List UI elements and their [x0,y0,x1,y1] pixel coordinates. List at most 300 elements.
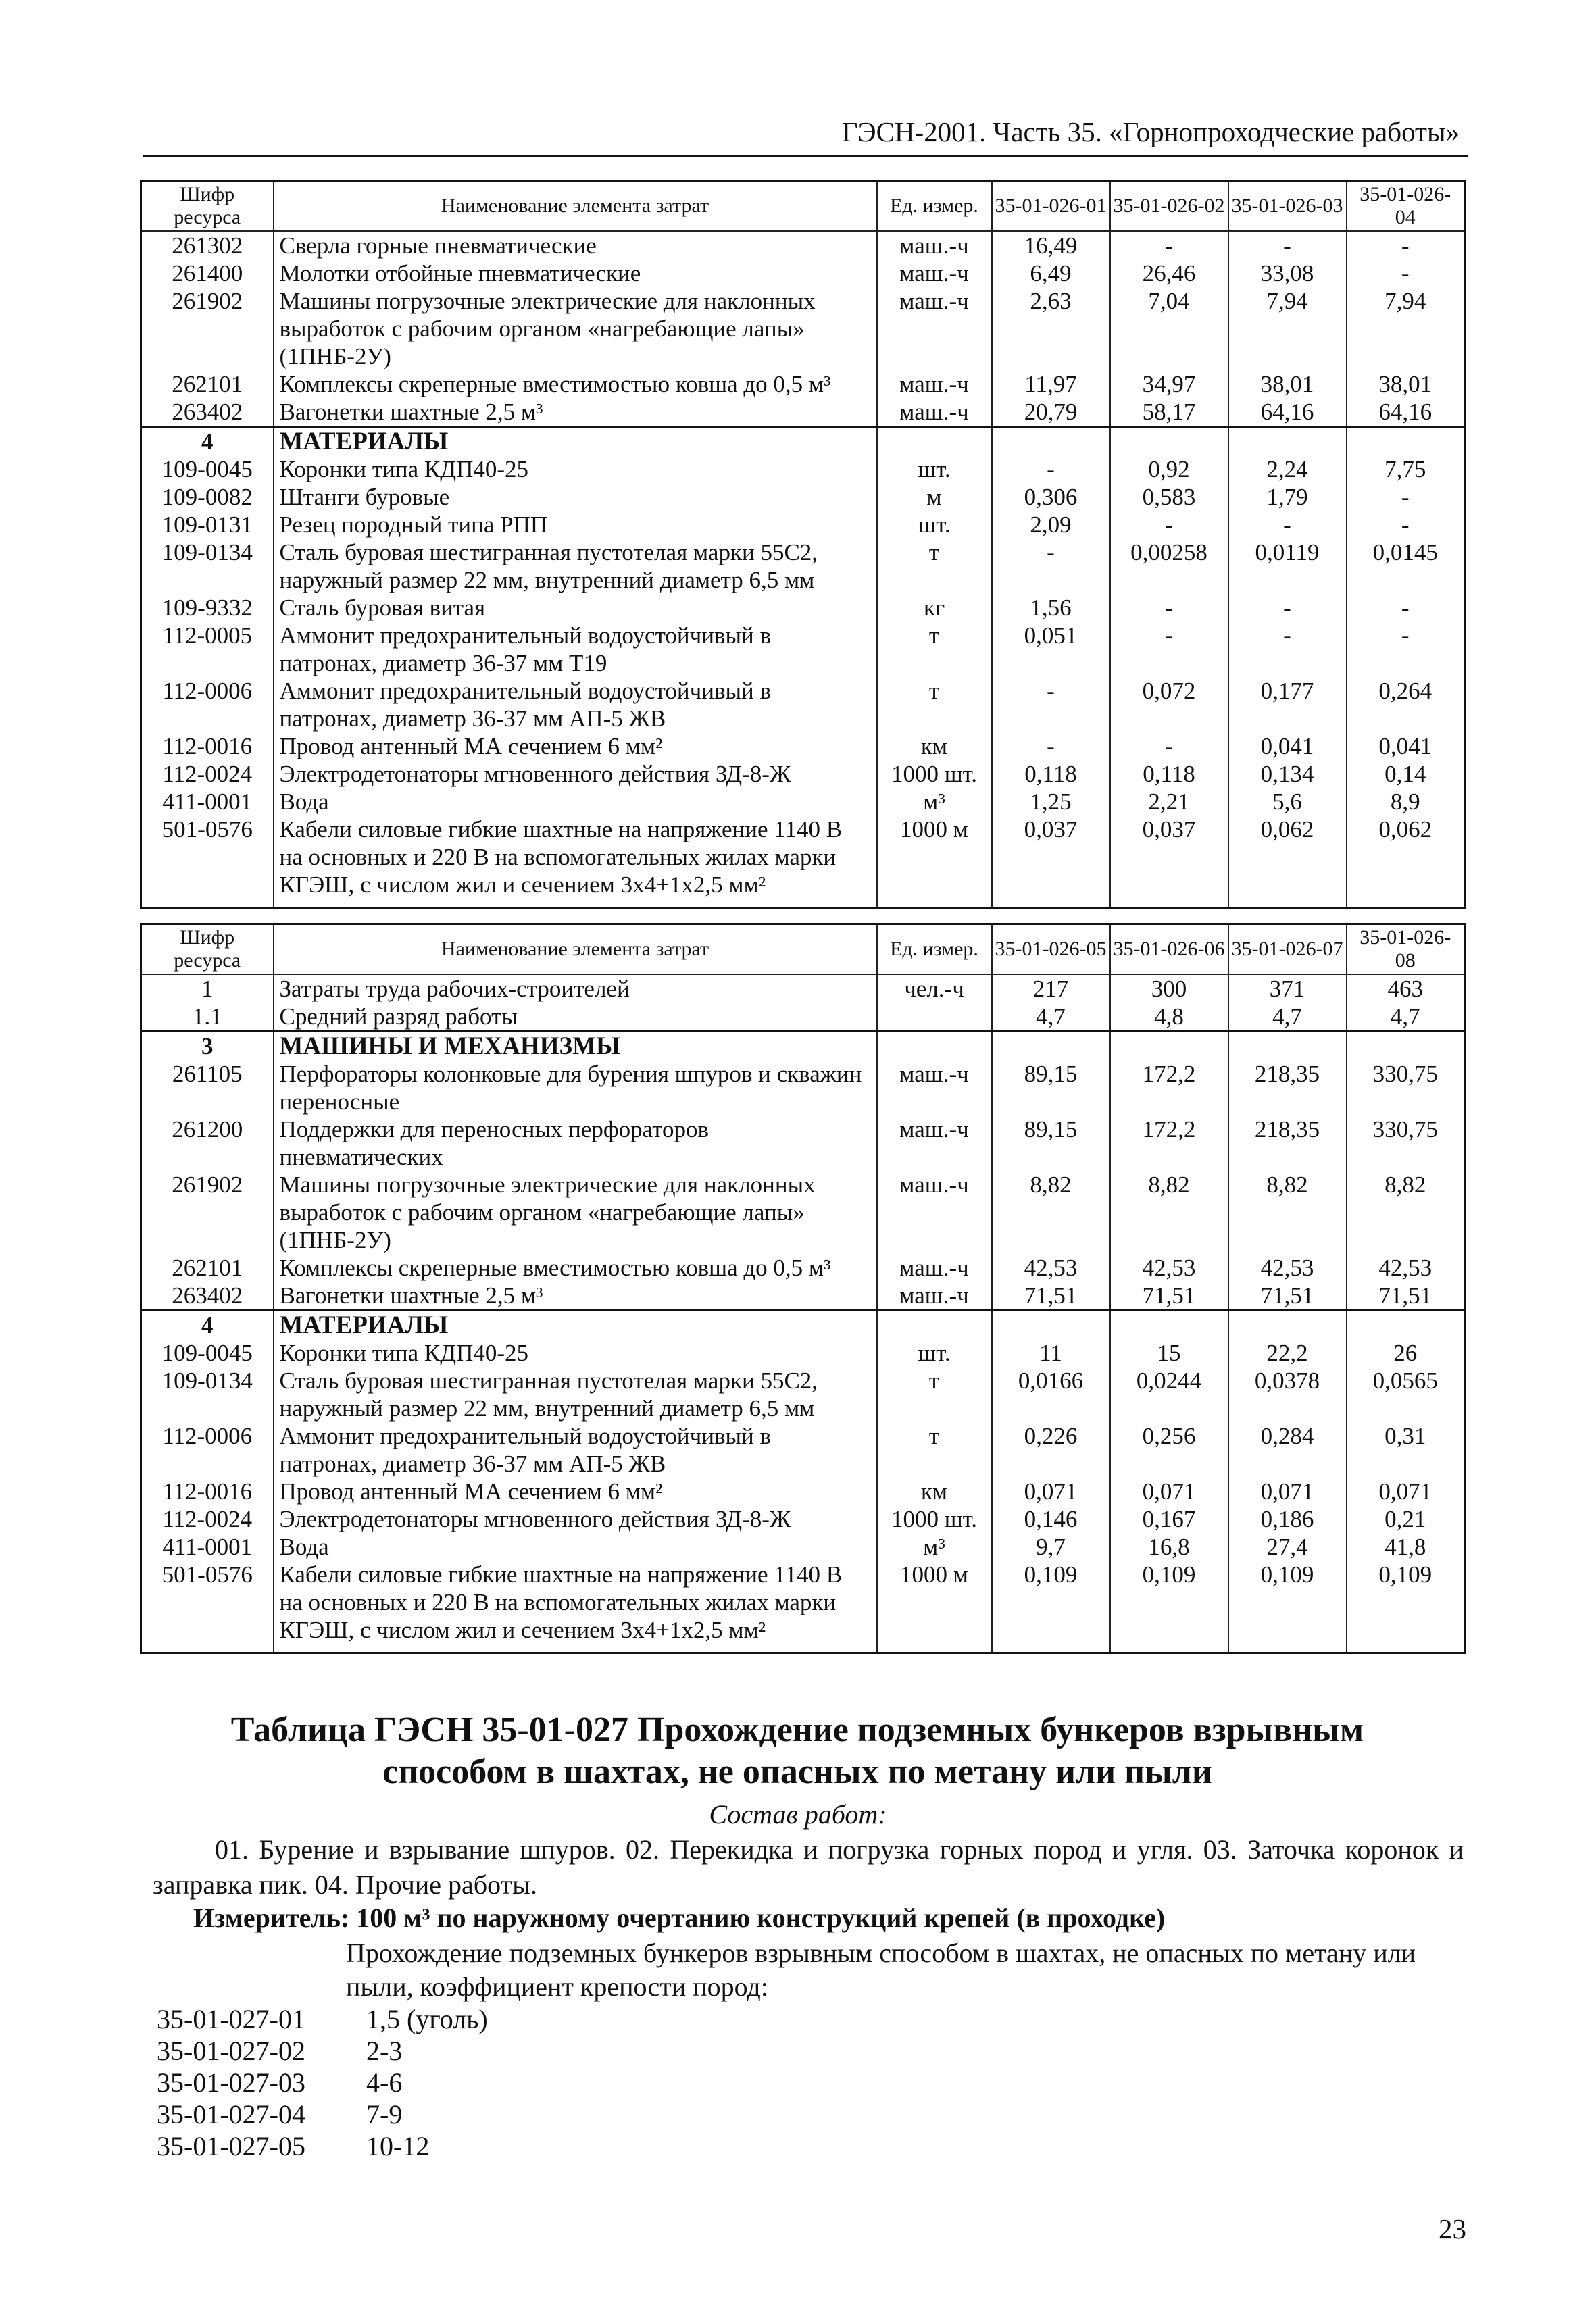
table-header-row [141,924,1465,975]
resource-code: 109-0045 [141,1339,274,1367]
variant-row [157,2098,488,2130]
cost-element-name: Поддержки для переносных перфораторов пневматических [274,1115,877,1171]
cost-element-name: Сталь буровая шестигранная пустотелая марки 55С2, наружный размер 22 мм, внутренний диаметр 6,5 мм [274,538,877,594]
variants-list [157,2003,488,2162]
table-row [141,287,1465,370]
norm-value [1347,1311,1465,1340]
resource-code: 261302 [141,231,274,259]
resource-code: 112-0006 [141,677,274,732]
unit: маш.-ч [877,1282,992,1311]
norm-value: 0,146 [992,1505,1110,1533]
norm-value: - [992,538,1110,594]
unit: шт. [877,511,992,538]
cost-element-name: Вода [274,788,877,815]
norm-value: 0,92 [1110,455,1228,483]
norm-value: 16,49 [992,231,1110,259]
table-end-row [141,899,1465,908]
unit: км [877,732,992,760]
resource-code: 112-0024 [141,760,274,788]
norm-value: 0,071 [992,1478,1110,1505]
unit: м [877,483,992,511]
resource-code: 112-0005 [141,622,274,677]
norm-value: - [1110,594,1228,622]
table-row [141,1339,1465,1367]
table-row [141,622,1465,677]
norm-value: 38,01 [1228,370,1347,398]
norm-value: 0,134 [1228,760,1347,788]
variant-row [157,2003,488,2035]
unit: т [877,677,992,732]
table-row [141,398,1465,427]
table-row [141,1561,1465,1644]
norm-value: - [1347,483,1465,511]
norm-value: 172,2 [1110,1060,1228,1115]
cost-element-name: Коронки типа КДП40-25 [274,455,877,483]
norm-value: 4,7 [992,1003,1110,1032]
table-row [141,594,1465,622]
norm-value: - [1347,259,1465,287]
table-row [141,788,1465,815]
variant-value: 10-12 [366,2131,430,2161]
table-row [141,1115,1465,1171]
norm-value [1110,1311,1228,1340]
unit: маш.-ч [877,287,992,370]
norm-value: 8,9 [1347,788,1465,815]
resource-code: 261105 [141,1060,274,1115]
unit: маш.-ч [877,1115,992,1171]
norm-value: 6,49 [992,259,1110,287]
cost-element-name: Перфораторы колонковые для бурения шпуров и скважин переносные [274,1060,877,1115]
norm-value [1347,1032,1465,1061]
norm-value: 20,79 [992,398,1110,427]
norm-value: 0,072 [1110,677,1228,732]
norm-value: 2,24 [1228,455,1347,483]
norm-value: 38,01 [1347,370,1465,398]
norm-value [1228,1311,1347,1340]
norm-value: 1,56 [992,594,1110,622]
section-row [141,427,1465,456]
cost-element-name: Вода [274,1533,877,1561]
norm-value: 89,15 [992,1060,1110,1115]
resource-code: 501-0576 [141,1561,274,1644]
measure-text: 100 м³ по наружному очертанию конструкций крепей (в проходке) [356,1903,1166,1933]
cost-element-name: Молотки отбойные пневматические [274,259,877,287]
resource-code: 109-0131 [141,511,274,538]
norm-value: 4,8 [1110,1003,1228,1032]
norm-value: 0,14 [1347,760,1465,788]
cost-element-name: МАТЕРИАЛЫ [274,1311,877,1340]
cost-element-name: Машины погрузочные электрические для наклонных выработок с рабочим органом «нагребающие лапы» (1ПНБ-2У) [274,287,877,370]
table-row [141,1422,1465,1478]
unit [877,427,992,456]
resource-code: 4 [141,1311,274,1340]
header-column: 35-01-026-05 [992,924,1110,975]
norm-value: 0,226 [992,1422,1110,1478]
header-name: Наименование элемента затрат [274,924,877,975]
norm-value: 0,071 [1347,1478,1465,1505]
norm-value: 0,0145 [1347,538,1465,594]
variant-code: 35-01-027-02 [157,2036,305,2066]
table-title: Таблица ГЭСН 35-01-027 Прохождение подземных бункеров взрывным способом в шахтах, не опасных по метану или пыли [230,1711,1364,1791]
norm-value: 71,51 [1228,1282,1347,1311]
norm-value: 1,79 [1228,483,1347,511]
resource-code: 1.1 [141,1003,274,1032]
header-rule [143,155,1468,157]
works-list: 01. Бурение и взрывание шпуров. 02. Перекидка и погрузка горных пород и угля. 03. Заточка коронок и заправка пик. 04. Прочие работы. [153,1834,1464,1900]
resource-code: 109-0134 [141,1367,274,1422]
unit: т [877,1422,992,1478]
table-row [141,760,1465,788]
norm-value: 0,0565 [1347,1367,1465,1422]
running-header: ГЭСН-2001. Часть 35. «Горнопроходческие работы» [841,116,1460,147]
unit: маш.-ч [877,398,992,427]
norm-value: - [992,732,1110,760]
resource-code: 263402 [141,398,274,427]
table-end-row [141,1644,1465,1653]
norm-value: 330,75 [1347,1060,1465,1115]
unit: маш.-ч [877,1254,992,1282]
cost-element-name: Сталь буровая витая [274,594,877,622]
norm-value: 0,186 [1228,1505,1347,1533]
measure-label: Измеритель: [193,1903,350,1933]
variant-value: 4-6 [366,2067,403,2098]
norm-value: 8,82 [1110,1171,1228,1254]
cost-element-name: МАШИНЫ И МЕХАНИЗМЫ [274,1032,877,1061]
cost-element-name: Аммонит предохранительный водоустойчивый в патронах, диаметр 36-37 мм АП-5 ЖВ [274,677,877,732]
table-row [141,231,1465,259]
norm-value: 0,062 [1228,815,1347,899]
variants-description: Прохождение подземных бункеров взрывным способом в шахтах, не опасных по метану или пыли, коэффициент крепости пород: [346,1938,1416,2002]
norm-value: 8,82 [992,1171,1110,1254]
resource-code: 263402 [141,1282,274,1311]
norm-value: - [1228,231,1347,259]
cost-element-name: Вагонетки шахтные 2,5 м³ [274,1282,877,1311]
header-column: 35-01-026-02 [1110,181,1228,232]
norm-value: 11 [992,1339,1110,1367]
variant-value: 1,5 (уголь) [366,2004,488,2034]
header-column: 35-01-026-06 [1110,924,1228,975]
norm-value: 0,0119 [1228,538,1347,594]
unit: маш.-ч [877,1060,992,1115]
cost-element-name: Комплексы скреперные вместимостью ковша до 0,5 м³ [274,370,877,398]
norm-value: 0,041 [1347,732,1465,760]
norm-value: 4,7 [1228,1003,1347,1032]
header-column: 35-01-026-01 [992,181,1110,232]
norm-value [992,427,1110,456]
norm-value: 0,21 [1347,1505,1465,1533]
norm-value: 42,53 [1228,1254,1347,1282]
header-unit: Ед. измер. [877,181,992,232]
table-row [141,1478,1465,1505]
table-header-row [141,181,1465,232]
section-row [141,1032,1465,1061]
norm-value: 218,35 [1228,1060,1347,1115]
cost-element-name: Машины погрузочные электрические для наклонных выработок с рабочим органом «нагребающие лапы» (1ПНБ-2У) [274,1171,877,1254]
norm-value: 64,16 [1228,398,1347,427]
norm-value: - [1347,231,1465,259]
norms-table-1 [140,180,1466,909]
unit [877,1032,992,1061]
norm-value: 0,037 [992,815,1110,899]
norm-value: 0,109 [1110,1561,1228,1644]
cost-element-name: Резец породный типа РПП [274,511,877,538]
norm-value: 26,46 [1110,259,1228,287]
norm-value: 0,041 [1228,732,1347,760]
resource-code: 261902 [141,1171,274,1254]
norm-value: - [1110,231,1228,259]
unit: кг [877,594,992,622]
section-row [141,1311,1465,1340]
norm-value: - [1228,622,1347,677]
norm-value: 71,51 [992,1282,1110,1311]
norm-value: - [1347,594,1465,622]
variant-row [157,2130,488,2162]
cost-element-name: МАТЕРИАЛЫ [274,427,877,456]
header-column: 35-01-026-03 [1228,181,1347,232]
resource-code: 261400 [141,259,274,287]
resource-code: 262101 [141,370,274,398]
norm-value: 2,21 [1110,788,1228,815]
norm-value: 1,25 [992,788,1110,815]
norm-value: - [1110,511,1228,538]
variant-row [157,2035,488,2067]
resource-code: 109-0045 [141,455,274,483]
header-column: 35-01-026-04 [1347,181,1465,232]
table-row [141,1533,1465,1561]
norm-value: - [1347,511,1465,538]
header-column: 35-01-026-07 [1228,924,1347,975]
table-row [141,370,1465,398]
unit: маш.-ч [877,259,992,287]
norm-value: - [1228,594,1347,622]
norm-value: 463 [1347,974,1465,1003]
unit: т [877,622,992,677]
variant-value: 7-9 [366,2099,403,2130]
unit [877,1003,992,1032]
norm-value: 0,109 [992,1561,1110,1644]
norm-value: 0,177 [1228,677,1347,732]
norm-value: - [992,677,1110,732]
norm-value: 0,31 [1347,1422,1465,1478]
norm-value: 0,0244 [1110,1367,1228,1422]
norm-value: 8,82 [1347,1171,1465,1254]
norm-value: - [992,455,1110,483]
resource-code: 262101 [141,1254,274,1282]
unit: шт. [877,1339,992,1367]
norm-value: 2,09 [992,511,1110,538]
cost-element-name: Комплексы скреперные вместимостью ковша до 0,5 м³ [274,1254,877,1282]
table-row [141,1367,1465,1422]
cost-element-name: Сверла горные пневматические [274,231,877,259]
norm-value: 7,94 [1228,287,1347,370]
norm-value: 58,17 [1110,398,1228,427]
norm-value [1228,427,1347,456]
norm-value: 0,109 [1347,1561,1465,1644]
resource-code: 112-0016 [141,1478,274,1505]
norm-value: 0,071 [1110,1478,1228,1505]
header-code: Шифр ресурса [141,181,274,232]
unit: 1000 м [877,1561,992,1644]
resource-code: 3 [141,1032,274,1061]
resource-code: 109-0082 [141,483,274,511]
unit: км [877,1478,992,1505]
cost-element-name: Затраты труда рабочих-строителей [274,974,877,1003]
norm-value: 330,75 [1347,1115,1465,1171]
table-row [141,511,1465,538]
norm-value: 218,35 [1228,1115,1347,1171]
norm-value: 89,15 [992,1115,1110,1171]
norm-value: 34,97 [1110,370,1228,398]
norm-value: 0,583 [1110,483,1228,511]
resource-code: 501-0576 [141,815,274,899]
norm-value: 5,6 [1228,788,1347,815]
table-row [141,732,1465,760]
resource-code: 4 [141,427,274,456]
norm-value: 9,7 [992,1533,1110,1561]
cost-element-name: Аммонит предохранительный водоустойчивый в патронах, диаметр 36-37 мм Т19 [274,622,877,677]
norm-value: 41,8 [1347,1533,1465,1561]
norm-value: 0,062 [1347,815,1465,899]
resource-code: 1 [141,974,274,1003]
table-row [141,1282,1465,1311]
resource-code: 112-0016 [141,732,274,760]
resource-code: 411-0001 [141,788,274,815]
unit: м³ [877,1533,992,1561]
table-row [141,1254,1465,1282]
cost-element-name: Кабели силовые гибкие шахтные на напряжение 1140 В на основных и 220 В на вспомогательных жилах марки КГЭШ, с числом жил и сечением 3х4+1х2,5 мм² [274,815,877,899]
norm-value: 71,51 [1110,1282,1228,1311]
header-code: Шифр ресурса [141,924,274,975]
resource-code: 112-0024 [141,1505,274,1533]
norm-value: 22,2 [1228,1339,1347,1367]
table-row [141,483,1465,511]
composition-heading: Состав работ: [709,1799,887,1830]
variant-value: 2-3 [366,2036,403,2066]
header-name: Наименование элемента затрат [274,181,877,232]
cost-element-name: Сталь буровая шестигранная пустотелая марки 55С2, наружный размер 22 мм, внутренний диаметр 6,5 мм [274,1367,877,1422]
table-row [141,1060,1465,1115]
norm-value: 71,51 [1347,1282,1465,1311]
header-unit: Ед. измер. [877,924,992,975]
unit: чел.-ч [877,974,992,1003]
norm-value: 0,0378 [1228,1367,1347,1422]
unit: 1000 м [877,815,992,899]
cost-element-name: Средний разряд работы [274,1003,877,1032]
norm-value: 0,118 [992,760,1110,788]
norm-value: 0,0166 [992,1367,1110,1422]
norm-value: 0,037 [1110,815,1228,899]
norm-value: 0,118 [1110,760,1228,788]
table-row [141,677,1465,732]
norm-value: 64,16 [1347,398,1465,427]
table-row [141,1505,1465,1533]
norm-value: 2,63 [992,287,1110,370]
header-column: 35-01-026-08 [1347,924,1465,975]
norm-value: 33,08 [1228,259,1347,287]
resource-code: 411-0001 [141,1533,274,1561]
table-row [141,1003,1465,1032]
cost-element-name: Электродетонаторы мгновенного действия ЗД-8-Ж [274,760,877,788]
variant-code: 35-01-027-01 [157,2004,305,2034]
table-row [141,538,1465,594]
norm-value: 300 [1110,974,1228,1003]
unit: т [877,1367,992,1422]
norm-value: 217 [992,974,1110,1003]
norm-value: 7,94 [1347,287,1465,370]
resource-code: 261200 [141,1115,274,1171]
norm-value: 0,256 [1110,1422,1228,1478]
unit: маш.-ч [877,231,992,259]
variant-code: 35-01-027-05 [157,2131,305,2161]
norm-value: 16,8 [1110,1533,1228,1561]
table-row [141,974,1465,1003]
norm-value: 0,00258 [1110,538,1228,594]
cost-element-name: Аммонит предохранительный водоустойчивый в патронах, диаметр 36-37 мм АП-5 ЖВ [274,1422,877,1478]
cost-element-name: Электродетонаторы мгновенного действия ЗД-8-Ж [274,1505,877,1533]
norm-value: - [1347,622,1465,677]
unit: 1000 шт. [877,760,992,788]
norm-value: 0,306 [992,483,1110,511]
norm-value: 371 [1228,974,1347,1003]
norm-value [992,1032,1110,1061]
norm-value: 7,04 [1110,287,1228,370]
norm-value: 26 [1347,1339,1465,1367]
unit: т [877,538,992,594]
norm-value: - [1110,732,1228,760]
norm-value: 0,051 [992,622,1110,677]
norms-table-2 [140,923,1466,1654]
norm-value: 0,264 [1347,677,1465,732]
unit: маш.-ч [877,370,992,398]
unit: 1000 шт. [877,1505,992,1533]
norm-value: - [1110,622,1228,677]
measure-line [193,1901,1464,1935]
norm-value: 42,53 [1110,1254,1228,1282]
cost-element-name: Штанги буровые [274,483,877,511]
variant-code: 35-01-027-04 [157,2099,305,2130]
cost-element-name: Коронки типа КДП40-25 [274,1339,877,1367]
cost-element-name: Провод антенный МА сечением 6 мм² [274,732,877,760]
cost-element-name: Вагонетки шахтные 2,5 м³ [274,398,877,427]
norm-value: 0,071 [1228,1478,1347,1505]
cost-element-name: Кабели силовые гибкие шахтные на напряжение 1140 В на основных и 220 В на вспомогательных жилах марки КГЭШ, с числом жил и сечением 3х4+1х2,5 мм² [274,1561,877,1644]
norm-value: 27,4 [1228,1533,1347,1561]
resource-code: 261902 [141,287,274,370]
norm-value: 42,53 [992,1254,1110,1282]
unit [877,1311,992,1340]
norm-value [1110,1032,1228,1061]
table-row [141,1171,1465,1254]
norm-value: 4,7 [1347,1003,1465,1032]
variant-code: 35-01-027-03 [157,2067,305,2098]
norm-value [1347,427,1465,456]
norm-value: 172,2 [1110,1115,1228,1171]
norm-value [1110,427,1228,456]
norm-value [992,1311,1110,1340]
norm-value: 42,53 [1347,1254,1465,1282]
table-row [141,259,1465,287]
norm-value: - [1228,511,1347,538]
table-row [141,815,1465,899]
norm-value: 7,75 [1347,455,1465,483]
unit: м³ [877,788,992,815]
table-row [141,455,1465,483]
norm-value: 0,167 [1110,1505,1228,1533]
resource-code: 112-0006 [141,1422,274,1478]
page-number: 23 [1439,2213,1466,2244]
norm-value: 11,97 [992,370,1110,398]
unit: маш.-ч [877,1171,992,1254]
